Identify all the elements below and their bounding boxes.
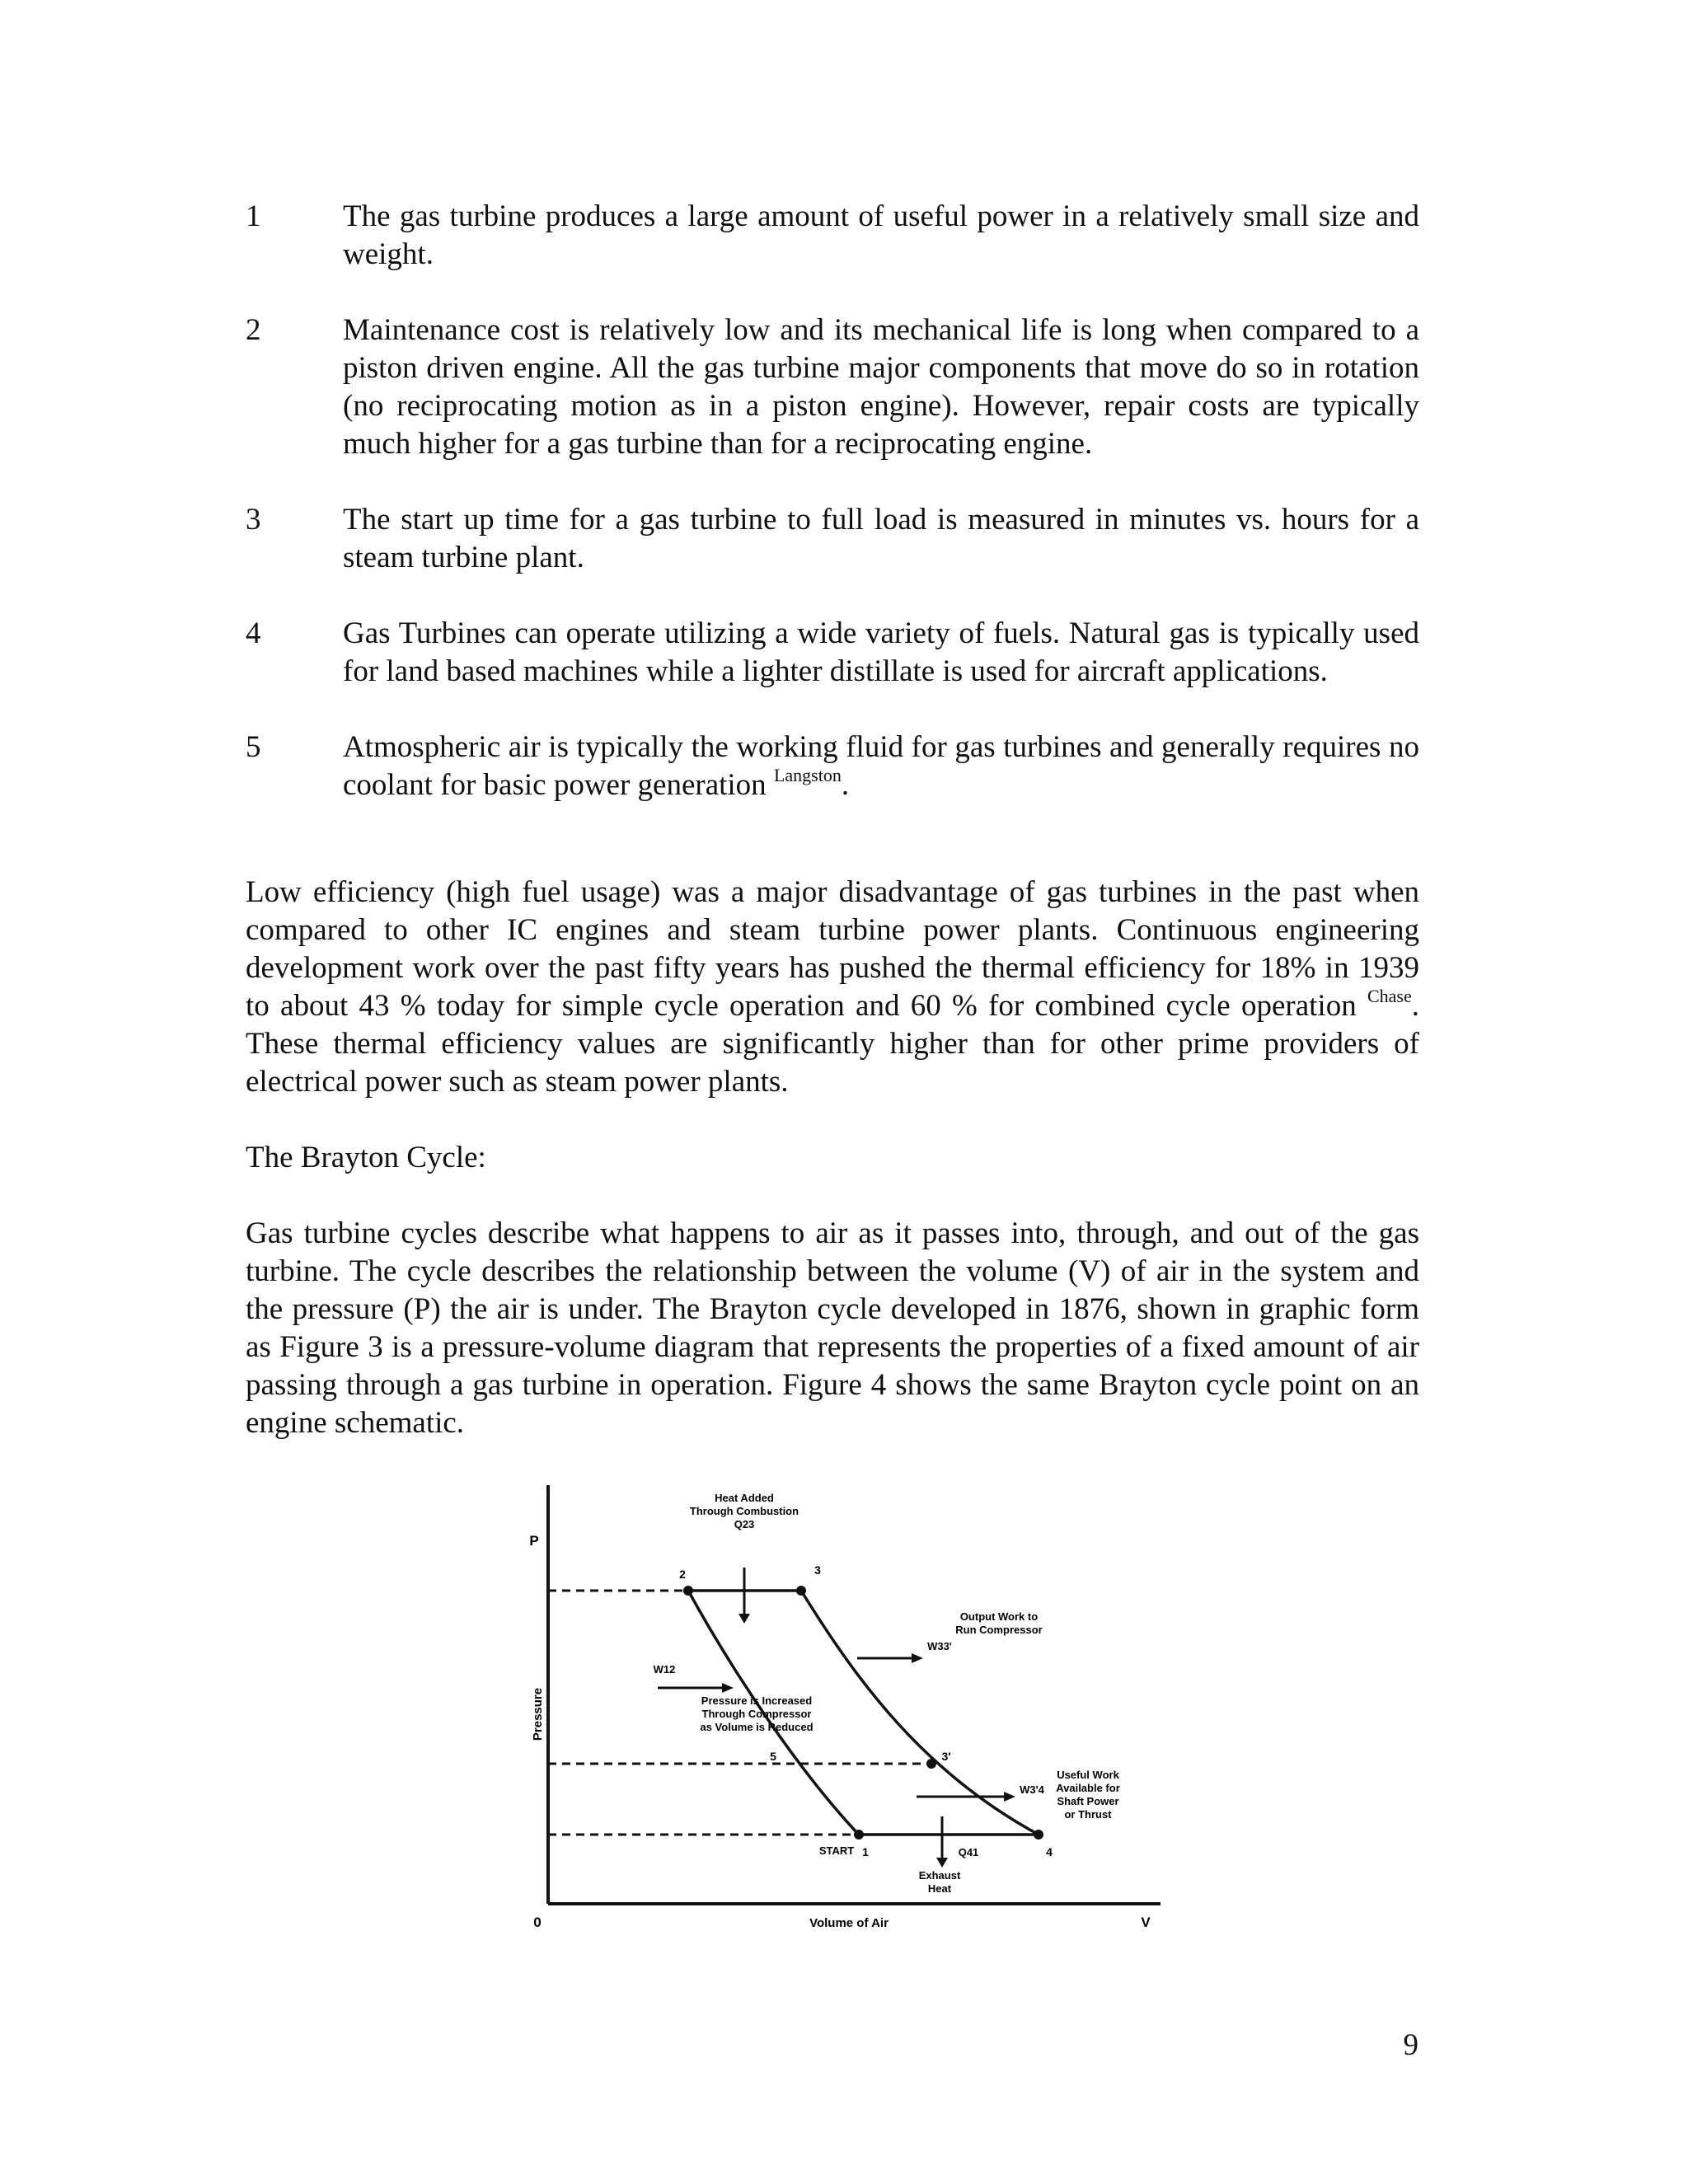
point-5-label: 5 — [770, 1750, 776, 1763]
point-3-label: 3 — [814, 1563, 821, 1577]
point-1-marker — [854, 1830, 864, 1840]
output-work-line2: Run Compressor — [955, 1624, 1043, 1636]
compressor-note-line3: as Volume is Reduced — [700, 1721, 814, 1733]
brayton-paragraph: Gas turbine cycles describe what happens to air as it passes into, through, and out of the gas turbine. The cycle describes the relationship between the volume (V) of air in the system and the pressure (P) the air is under. The Brayton cycle developed in 1876, shown in graphic form as Figure 3 is a pressure-volume diagram that represents the properties of a fixed amount of air passing through a gas turbine in operation. Figure 4 shows the same Brayton cycle point on an engine schematic. — [246, 1216, 1419, 1440]
useful-work-line4: or Thrust — [1064, 1808, 1112, 1821]
w12-arrow-head — [722, 1683, 734, 1693]
useful-work-line2: Available for — [1056, 1782, 1120, 1794]
exhaust-line2: Heat — [927, 1882, 952, 1895]
brayton-cycle-figure — [495, 1475, 1170, 1937]
list-number: 5 — [246, 730, 261, 764]
list-text — [343, 729, 1419, 804]
list-item — [246, 501, 1419, 577]
page-number: 9 — [1403, 2028, 1418, 2062]
point-3prime-marker — [926, 1759, 936, 1769]
list-text-end: . — [841, 768, 850, 802]
citation-chase: Chase — [1367, 986, 1412, 1006]
list-text-body: Atmospheric air is typically the working fluid for gas turbines and generally requires no coolant for basic power generation — [343, 730, 1419, 802]
point-3prime-label: 3' — [941, 1750, 951, 1763]
point-1-label: 1 — [862, 1845, 869, 1858]
output-work-line1: Output Work to — [959, 1610, 1039, 1623]
point-3-marker — [796, 1586, 806, 1596]
heat-arrow-head — [738, 1614, 750, 1624]
citation-langston: Langston — [773, 765, 842, 785]
list-text: The start up time for a gas turbine to full load is measured in minutes vs. hours for a steam turbine plant. — [343, 503, 1419, 574]
useful-work-line1: Useful Work — [1057, 1769, 1119, 1781]
w33-label: W33' — [927, 1640, 952, 1652]
pv-diagram — [495, 1475, 1170, 1937]
list-text: The gas turbine produces a large amount of useful power in a relatively small size and weight. — [343, 199, 1419, 271]
list-text: Maintenance cost is relatively low and its mechanical life is long when compared to a piston driven engine. All the gas turbine major components that move do so in rotation (no reciprocating motion as in a piston engine). However, repair costs are typically much higher for a gas turbine than for a reciprocating engine. — [343, 313, 1419, 461]
useful-work-arrow-head — [1004, 1792, 1015, 1802]
compressor-note-line2: Through Compressor — [701, 1708, 812, 1720]
exhaust-line1: Exhaust — [918, 1869, 961, 1882]
useful-work-line3: Shaft Power — [1057, 1795, 1119, 1807]
efficiency-text-after: . These thermal efficiency values are significantly higher than for other prime providers of electrical power such as steam power plants. — [246, 989, 1419, 1099]
heat-added-line2: Through Combustion — [689, 1505, 799, 1517]
x-axis-title: Volume of Air — [809, 1916, 889, 1930]
w12-label: W12 — [653, 1663, 676, 1675]
point-4-marker — [1034, 1830, 1043, 1840]
list-item — [246, 615, 1419, 691]
output-work-arrow-head — [912, 1653, 923, 1663]
efficiency-paragraph — [246, 874, 1419, 1101]
point-2-label: 2 — [679, 1568, 686, 1581]
heat-added-line1: Heat Added — [715, 1492, 774, 1504]
list-item — [246, 729, 1419, 804]
point-2-marker — [683, 1586, 693, 1596]
advantages-list — [246, 198, 1419, 842]
list-number: 1 — [246, 199, 261, 233]
point-4-label: 4 — [1046, 1845, 1053, 1858]
heat-added-line3: Q23 — [734, 1518, 755, 1530]
w34-label: W3'4 — [1020, 1783, 1044, 1796]
axis-p-label: P — [529, 1533, 539, 1549]
exhaust-arrow-head — [936, 1858, 948, 1868]
efficiency-text: Low efficiency (high fuel usage) was a major disadvantage of gas turbines in the past when compared to other IC engines and steam turbine power plants. Continuous engineering development work over the past fifty years has pushed the thermal efficiency for 18% in 1939 to about 43 % today for simple cycle operation and 60 % for combined cycle operation — [246, 875, 1419, 1023]
list-number: 4 — [246, 616, 261, 650]
compressor-note-line1: Pressure is Increased — [701, 1694, 813, 1707]
list-text: Gas Turbines can operate utilizing a wide variety of fuels. Natural gas is typically used for land based machines while a lighter distillate is used for aircraft applications. — [343, 616, 1419, 688]
origin-label: 0 — [533, 1915, 542, 1930]
list-number: 2 — [246, 313, 261, 347]
list-number: 3 — [246, 503, 261, 537]
section-heading: The Brayton Cycle: — [246, 1141, 486, 1174]
axis-v-label: V — [1141, 1915, 1151, 1930]
list-item — [246, 312, 1419, 463]
start-label: START — [818, 1844, 855, 1857]
q41-label: Q41 — [958, 1846, 979, 1858]
list-item — [246, 198, 1419, 274]
y-axis-title: Pressure — [531, 1687, 545, 1741]
